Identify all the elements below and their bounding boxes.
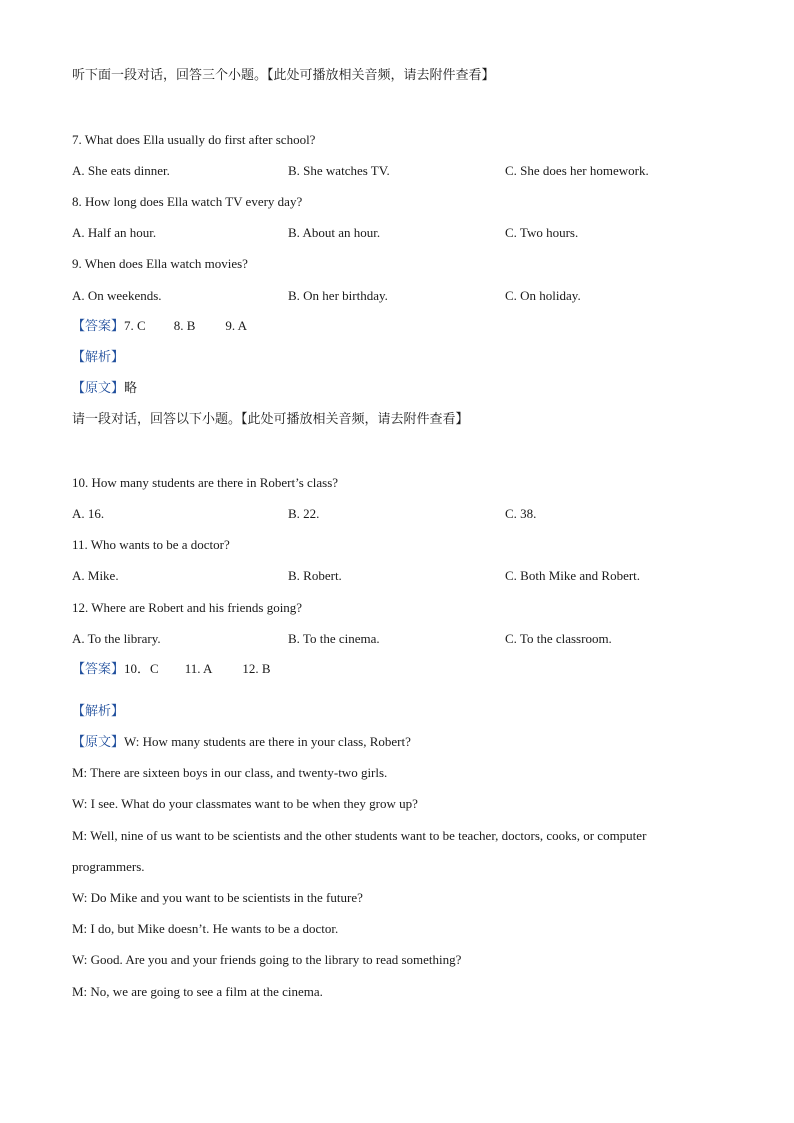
original-label: 【原文】: [72, 735, 125, 750]
q10-option-b: B. 22.: [288, 506, 320, 521]
section1-intro: 听下面一段对话，回答三个小题。【此处可播放相关音频，请去附件查看】: [72, 68, 495, 83]
answer-11: 11. A: [184, 661, 213, 676]
q9-option-a: A. On weekends.: [72, 288, 162, 303]
q7-option-a: A. She eats dinner.: [72, 163, 170, 178]
answer-row-1: [72, 318, 247, 335]
dialogue-line-4: M: Well, nine of us want to be scientists and the other students want to be teacher, doctors, cooks, or computer: [72, 828, 647, 843]
q11-option-c: C. Both Mike and Robert.: [505, 568, 641, 583]
dialogue-line-1: 【原文】W: How many students are there in your class, Robert?: [72, 734, 411, 750]
dialogue-line-2: M: There are sixteen boys in our class, and twenty-two girls.: [72, 765, 388, 780]
original-text: 略: [124, 381, 138, 396]
answer-label: 【答案】: [72, 319, 125, 334]
answer-7: 7. C: [124, 318, 146, 333]
question-7: 7. What does Ella usually do first after school?: [72, 132, 316, 147]
answer-row-2: [72, 661, 271, 678]
q12-option-b: B. To the cinema.: [288, 631, 380, 646]
answer-8: 8. B: [173, 318, 196, 333]
dialogue-line-9: M: No, we are going to see a film at the cinema.: [72, 984, 323, 999]
dialogue-line-6: W: Do Mike and you want to be scientists in the future?: [72, 890, 363, 905]
question-9: 9. When does Ella watch movies?: [72, 256, 248, 271]
answer-9: 9. A: [225, 318, 248, 333]
q10-option-a: A. 16.: [72, 506, 105, 521]
answer-10: 10．C: [124, 661, 159, 676]
q7-option-c: C. She does her homework.: [505, 163, 649, 178]
q9-option-c: C. On holiday.: [505, 288, 581, 303]
q8-option-a: A. Half an hour.: [72, 225, 157, 240]
q12-option-c: C. To the classroom.: [505, 631, 612, 646]
q10-option-c: C. 38.: [505, 506, 537, 521]
q11-option-a: A. Mike.: [72, 568, 119, 583]
analysis-label-2: 【解析】: [72, 704, 125, 719]
dialogue-line-7: M: I do, but Mike doesn’t. He wants to be a doctor.: [72, 921, 339, 936]
original-row-1: [72, 380, 137, 397]
q7-option-b: B. She watches TV.: [288, 163, 390, 178]
question-12: 12. Where are Robert and his friends going?: [72, 600, 303, 615]
analysis-label-1: 【解析】: [72, 350, 125, 365]
q8-option-b: B. About an hour.: [288, 225, 381, 240]
dialogue-line-5: programmers.: [72, 859, 145, 874]
question-8: 8. How long does Ella watch TV every day?: [72, 194, 303, 209]
q8-option-c: C. Two hours.: [505, 225, 579, 240]
answer-12: 12. B: [242, 661, 271, 676]
question-10: 10. How many students are there in Robert’s class?: [72, 475, 339, 490]
q12-option-a: A. To the library.: [72, 631, 161, 646]
dialogue-line-3: W: I see. What do your classmates want to be when they grow up?: [72, 796, 418, 811]
original-label: 【原文】: [72, 381, 125, 396]
dialogue-line-8: W: Good. Are you and your friends going to the library to read something?: [72, 952, 462, 967]
section2-intro: 请一段对话，回答以下小题。【此处可播放相关音频，请去附件查看】: [72, 412, 469, 427]
answer-label: 【答案】: [72, 662, 125, 677]
q11-option-b: B. Robert.: [288, 568, 342, 583]
question-11: 11. Who wants to be a doctor?: [72, 537, 230, 552]
q9-option-b: B. On her birthday.: [288, 288, 388, 303]
